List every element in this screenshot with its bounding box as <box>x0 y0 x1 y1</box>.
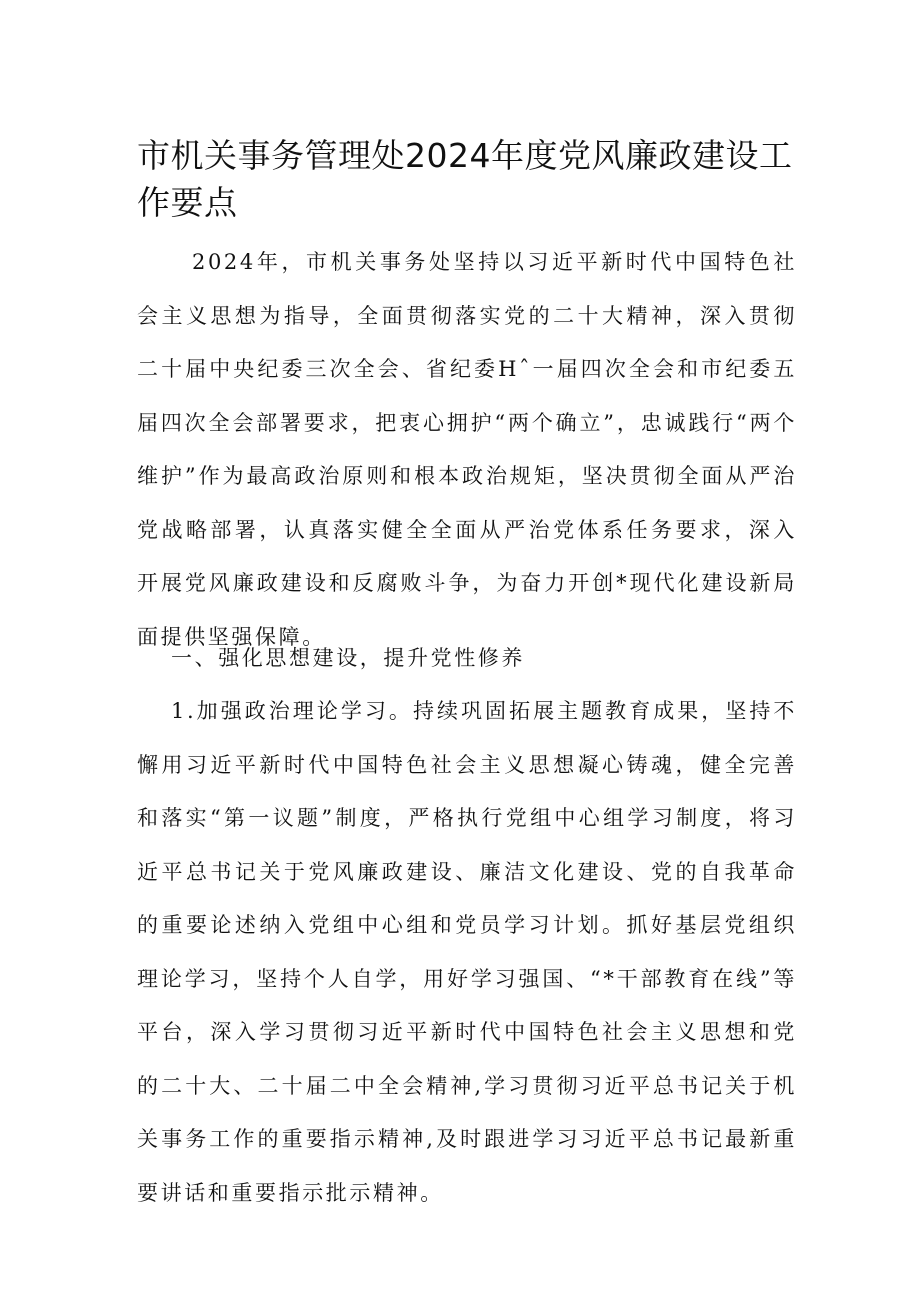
item-paragraph: 1.加强政治理论学习。持续巩固拓展主题教育成果，坚持不懈用习近平新时代中国特色社会主义思想凝心铸魂，健全完善和落实“第一议题”制度，严格执行党组中心组学习制度，将习近平总书记关于党风廉政建设、廉洁文化建设、党的自我革命的重要论述纳入党组中心组和党员学习计划。抓好基层党组织理论学习，坚持个人自学，用好学习强国、“*干部教育在线”等平台，深入学习贯彻习近平新时代中国特色社会主义思想和党的二十大、二十届二中全会精神,学习贯彻习近平总书记关于机关事务工作的重要指示精神,及时跟进学习习近平总书记最新重要讲话和重要指示批示精神。 <box>137 699 797 1205</box>
document-title: 市机关事务管理处2024年度党风廉政建设工作要点 <box>137 136 793 222</box>
section-heading: 一、强化思想建设，提升党性修养 <box>171 646 525 670</box>
intro-paragraph: 2024年，市机关事务处坚持以习近平新时代中国特色社会主义思想为指导，全面贯彻落实党的二十大精神，深入贯彻二十届中央纪委三次全会、省纪委Hˆ一届四次全会和市纪委五届四次全会部署要求，把衷心拥护“两个确立”，忠诚践行“两个维护”作为最高政治原则和根本政治规矩，坚决贯彻全面从严治党战略部署，认真落实健全全面从严治党体系任务要求，深入开展党风廉政建设和反腐败斗争，为奋力开创*现代化建设新局面提供坚强保障。 <box>137 250 797 649</box>
